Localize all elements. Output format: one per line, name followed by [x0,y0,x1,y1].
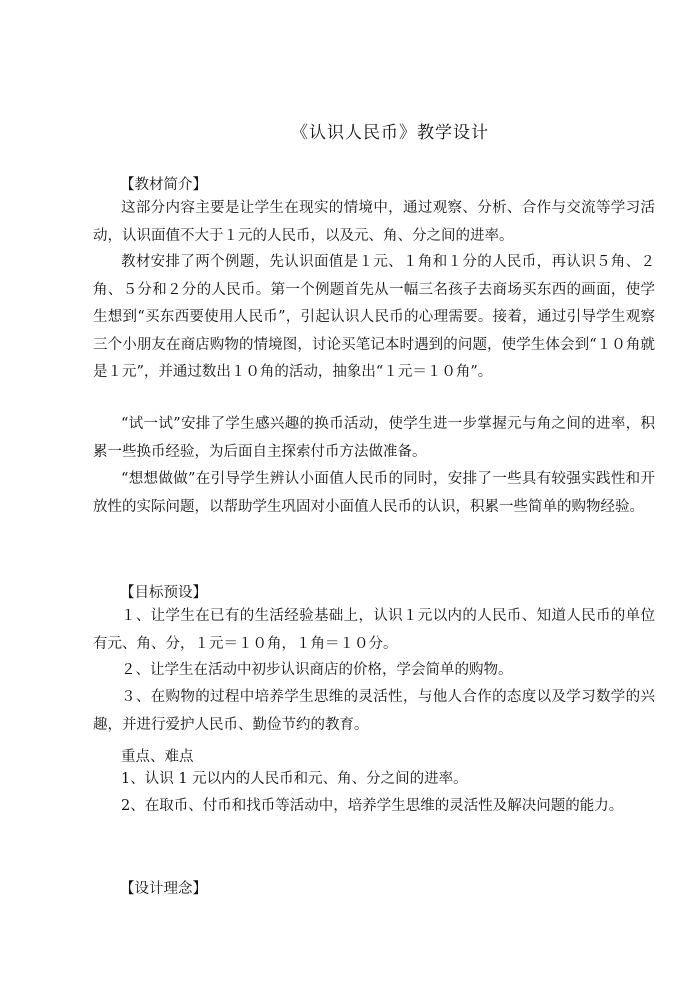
goal-item-2: ２、让学生在活动中初步认识商店的价格，学会简单的购物。 [121,662,513,678]
goal-item-1: １、让学生在已有的生活经验基础上，认识１元以内的人民币、知道人民币的单位有元、角、分，１元＝１０角，１角＝１０分。 [93,608,655,652]
section-heading-concept: 【设计理念】 [120,881,207,897]
materials-paragraph-4: “想想做做”在引导学生辨认小面值人民币的同时，安排了一些具有较强实践性和开放性的实际问题，以帮助学生巩固对小面值人民币的认识，积累一些简单的购物经验。 [93,471,655,515]
section-heading-materials: 【教材简介】 [120,177,207,193]
goal-item-3: ３、在购物的过程中培养学生思维的灵活性，与他人合作的态度以及学习数学的兴趣，并进行爱护人民币、勤俭节约的教育。 [93,689,655,733]
key-point-1: 1、认识 1 元以内的人民币和元、角、分之间的进率。 [121,771,468,787]
materials-paragraph-2: 教材安排了两个例题，先认识面值是１元、１角和１分的人民币，再认识５角、２角、５分和２分的人民币。第一个例题首先从一幅三名孩子去商场买东西的画面，使学生想到“买东西要使用人民币”，引起认识人民币的心理需要。接着，通过引导学生观察三个小朋友在商店购物的情境图，讨论买笔记本时遇到的问题，使学生体会到“１０角就是１元”，并通过数出１０角的活动，抽象出“１元＝１０角”。 [93,254,655,380]
section-heading-goals: 【目标预设】 [120,585,207,601]
key-point-2: 2、在取币、付币和找币等活动中，培养学生思维的灵活性及解决问题的能力。 [121,798,624,814]
materials-paragraph-1: 这部分内容主要是让学生在现实的情境中，通过观察、分析、合作与交流等学习活动，认识面值不大于１元的人民币，以及元、角、分之间的进率。 [93,200,655,244]
document-title: 《认识人民币》教学设计 [291,123,489,143]
materials-paragraph-3: “试一试”安排了学生感兴趣的换币活动，使学生进一步掌握元与角之间的进率，积累一些换币经验，为后面自主探索付币方法做准备。 [93,416,655,460]
key-points-label: 重点、难点 [121,749,194,765]
